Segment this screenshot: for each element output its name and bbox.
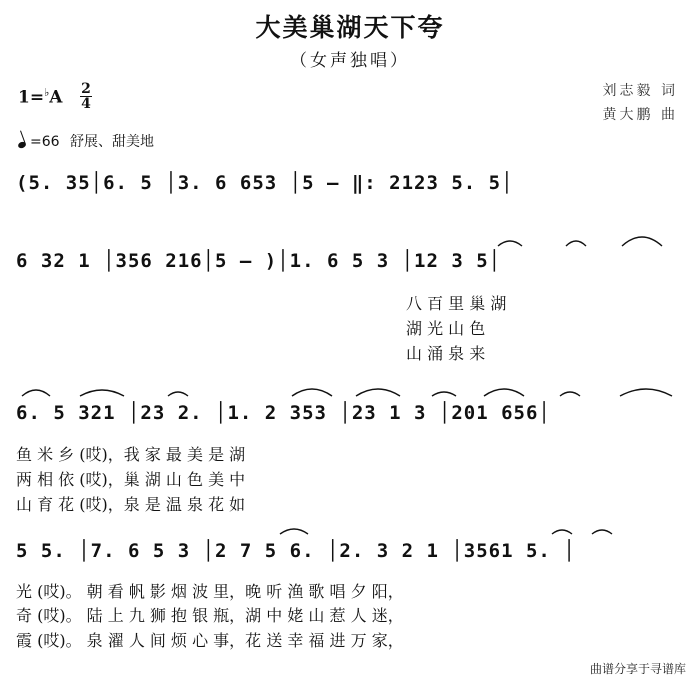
lyric-line: 光 (哎)。 朝 看 帆 影 烟 波 里，晚 听 渔 歌 唱 夕 阳， [16,582,404,601]
notation-line: 5 5. │7. 6 5 3 │2 7 5 6. │2. 3 2 1 │3561 5. │ [16,540,576,562]
lyric-line: 鱼 米 乡 (哎)，我 家 最 美 是 湖 [16,445,246,464]
site-watermark: 曲谱分享于寻谱库 [589,662,686,676]
lyric-line: 八 百 里 巢 湖 [406,294,507,313]
tempo-marking: =66 舒展、甜美地 [18,131,154,151]
slur-mark [552,530,572,534]
slur-mark [22,390,50,396]
slur-mark [80,390,124,396]
slur-mark [566,241,586,246]
notation-line: 6. 5 321 │23 2. │1. 2 353 │23 1 3 │201 656│ [16,402,551,424]
slur-mark [280,529,308,534]
slur-mark [432,392,456,396]
notation-line: (5. 35│6. 5 │3. 6 653 │5 – ‖: 2123 5. 5│ [16,172,514,194]
song-subtitle: （女声独唱） [290,51,410,71]
notation-line: 6 32 1 │356 216│5 – )│1. 6 5 3 │12 3 5│ [16,250,502,272]
lyric-line: 两 相 依 (哎)，巢 湖 山 色 美 中 [16,470,246,489]
slur-mark [592,530,612,534]
lyric-line: 湖 光 山 色 [406,319,486,338]
slur-mark [560,392,580,396]
slur-mark [620,389,672,396]
slur-mark [292,389,332,396]
song-title: 大美巢湖天下夸 [255,13,445,42]
slur-mark [484,389,524,396]
slur-mark [168,392,188,396]
lyric-line: 霞 (哎)。 泉 濯 人 间 烦 心 事，花 送 幸 福 进 万 家， [16,631,404,650]
lyric-line: 山 涌 泉 来 [406,344,486,363]
slur-mark [622,237,662,246]
slur-mark [498,241,522,246]
lyricist-credit: 刘志毅 词 [602,83,678,99]
slur-mark [356,389,400,396]
lyric-line: 奇 (哎)。 陆 上 九 狮 抱 银 瓶，湖 中 姥 山 惹 人 迷， [16,606,404,625]
key-signature: 1=♭A [18,86,63,108]
lyric-line: 山 育 花 (哎)，泉 是 温 泉 花 如 [16,495,246,514]
time-signature: 2 4 [81,81,91,112]
composer-credit: 黄大鹏 曲 [602,107,678,123]
